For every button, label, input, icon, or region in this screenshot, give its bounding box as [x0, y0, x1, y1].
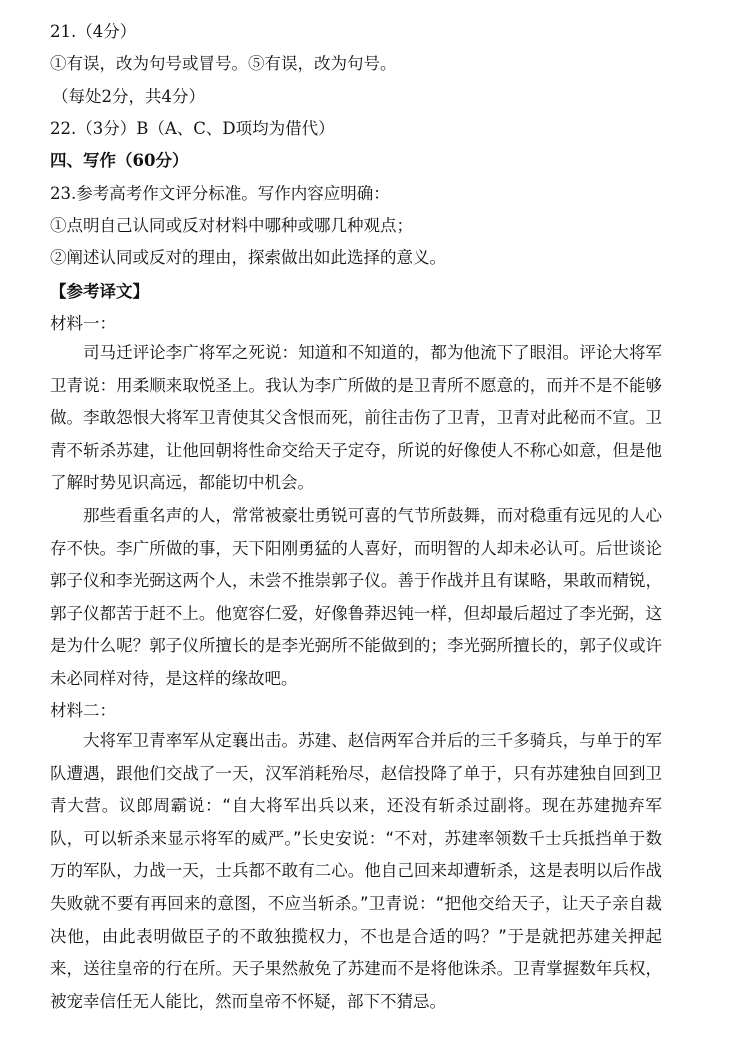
material-2-label: 材料二： — [50, 701, 116, 720]
material-1-paragraph-1: 司马迁评论李广将军之死说：知道和不知道的，都为他流下了眼泪。评论大将军卫青说：用柔顺来取悦圣上。我认为李广所做的是卫青所不愿意的，而并不是不能够做。李敢怨恨大将军卫青使其父含恨而死，前往击伤了卫青，卫青对此秘而不宣。卫青不斩杀苏建，让他回朝将性命交给天子定夺，所说的好像使人不称心如意，但是他了解时势见识高远，都能切中机会。 — [50, 343, 662, 493]
q22-answer: 22.（3分）B（A、C、D项均为借代） — [50, 119, 335, 138]
q21-heading: 21.（4分） — [50, 22, 137, 41]
material-2-paragraph-1: 大将军卫青率军从定襄出击。苏建、赵信两军合并后的三千多骑兵，与单于的军队遭遇，跟他们交战了一天，汉军消耗殆尽，赵信投降了单于，只有苏建独自回到卫青大营。议郎周霸说：“自大将军出兵以来，还没有斩杀过副将。现在苏建抛弃军队，可以斩杀来显示将军的威严。”长史安说：“不对，苏建率领数千士兵抵挡单于数万的军队，力战一天，士兵都不敢有二心。他自己回来却遭斩杀，这是表明以后作战失败就不要有再回来的意图，不应当斩杀。”卫青说：“把他交给天子，让天子亲自裁决他，由此表明做臣子的不敢独揽权力，不也是合适的吗？”于是就把苏建关押起来，送往皇帝的行在所。天子果然赦免了苏建而不是将他诛杀。卫青掌握数年兵权，被宠幸信任无人能比，然而皇帝不怀疑，部下不猜忌。 — [50, 731, 662, 1011]
q21-score-note: （每处2分，共4分） — [52, 87, 205, 106]
q23-intro: 23.参考高考作文评分标准。写作内容应明确： — [50, 184, 390, 203]
translation-heading: 【参考译文】 — [50, 282, 149, 301]
q23-point-2: ②阐述认同或反对的理由，探索做出如此选择的意义。 — [50, 248, 446, 267]
material-1-paragraph-2: 那些看重名声的人，常常被豪壮勇锐可喜的气节所鼓舞，而对稳重有远见的人心存不快。李广所做的事，天下阳刚勇猛的人喜好，而明智的人却未必认可。后世谈论郭子仪和李光弼这两个人，未尝不推崇郭子仪。善于作战并且有谋略，果敢而精锐，郭子仪都苦于赶不上。他宽容仁爱，好像鲁莽迟钝一样，但却最后超过了李光弼，这是为什么呢？郭子仪所擅长的是李光弼所不能做到的；李光弼所擅长的，郭子仪或许未必同样对待，是这样的缘故吧。 — [50, 506, 662, 688]
q21-answer: ①有误，改为句号或冒号。⑤有误，改为句号。 — [50, 54, 397, 73]
material-1-label: 材料一： — [50, 314, 116, 333]
section-heading-writing: 四、写作（60分） — [50, 151, 189, 170]
q23-point-1: ①点明自己认同或反对材料中哪种或哪几种观点； — [50, 216, 413, 235]
